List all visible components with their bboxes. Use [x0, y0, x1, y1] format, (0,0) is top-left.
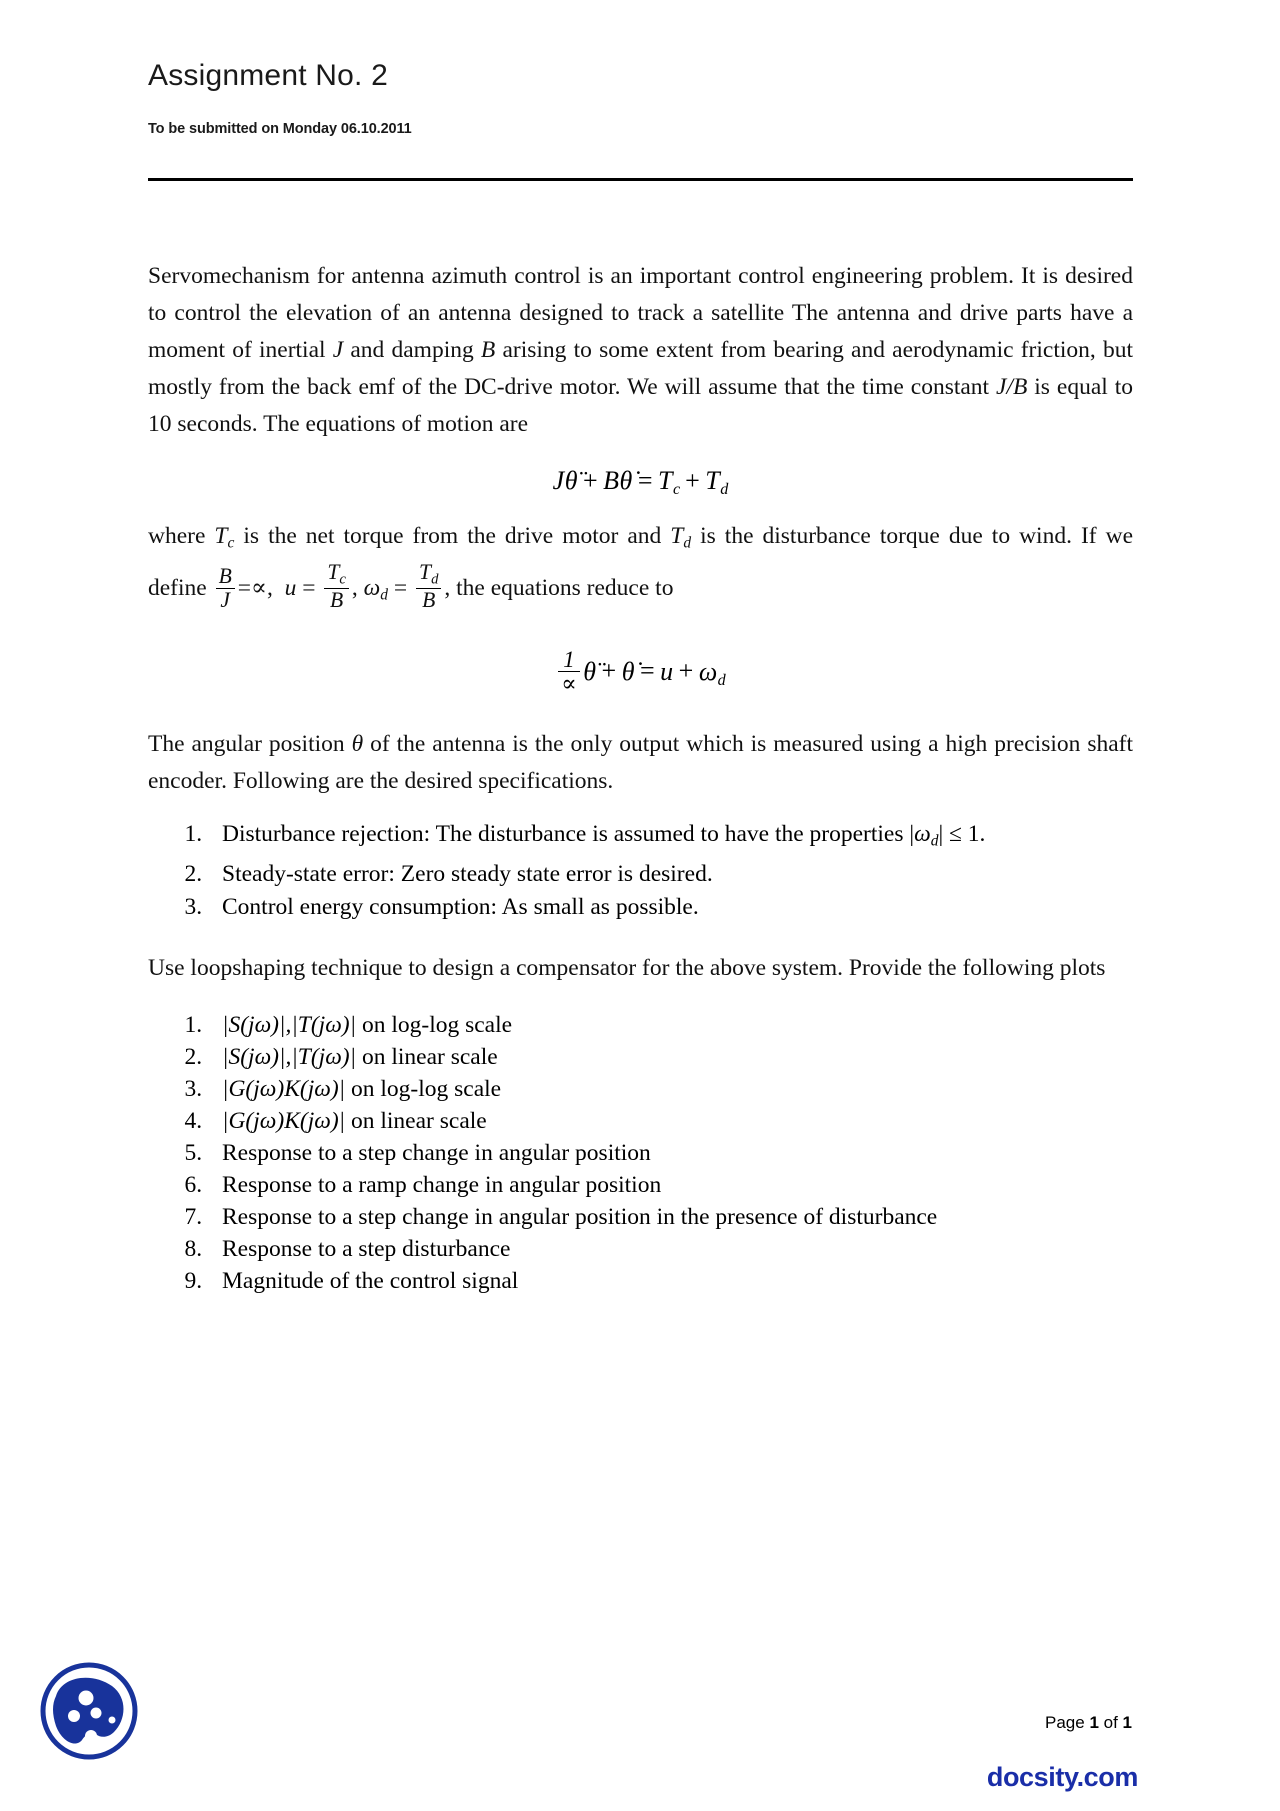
plot-2-math: |S(jω)|,|T(jω)|	[222, 1043, 357, 1070]
symbol-theta: θ	[351, 731, 364, 758]
page-title: Assignment No. 2	[148, 59, 388, 92]
output-text-2: of the antenna is the only output which is measured using a high precision shaft encoder. Following are the desired specifications.	[148, 731, 1133, 795]
fraction-1-over-alpha-numerator: 1	[563, 646, 576, 672]
def-equals-1: =	[302, 574, 316, 601]
spec-1-omega-sub: d	[930, 832, 939, 850]
list-item	[208, 1105, 1133, 1137]
plot-8-text: Response to a step disturbance	[222, 1235, 511, 1262]
header-divider	[148, 178, 1133, 181]
fraction-Tc-over-B-numerator: $T_c$	[327, 560, 346, 588]
eq1-Td: T	[705, 466, 721, 495]
fraction-1-over-alpha-denominator: ∝	[558, 671, 580, 696]
plot-5-text: Response to a step change in angular position	[222, 1139, 651, 1166]
symbol-Tc: T	[214, 522, 228, 549]
definitions-paragraph	[148, 518, 1133, 614]
eq1-J: J	[552, 466, 565, 495]
plot-9-text: Magnitude of the control signal	[222, 1267, 519, 1294]
fraction-B-over-J-denominator: J	[216, 588, 235, 611]
page-number-prefix: Page	[1045, 1713, 1090, 1732]
eq2-plus-2: +	[678, 656, 694, 686]
def-comma-1: ,	[351, 574, 358, 601]
fraction-Tc-over-B	[324, 561, 349, 611]
symbol-B: B	[480, 337, 496, 363]
symbol-Td-sub: d	[683, 534, 692, 552]
fraction-Tc-over-B-denominator: B	[324, 588, 349, 611]
spec-2-text: Steady-state error: Zero steady state error is desired.	[222, 860, 713, 887]
eq1-theta-dot: θ̇	[619, 466, 633, 495]
eq1-theta-ddot: θ̈	[564, 466, 578, 495]
def-text-1: where	[148, 522, 215, 549]
plot-3-math: |G(jω)K(jω)|	[222, 1075, 346, 1102]
plot-7-text: Response to a step change in angular position in the presence of disturbance	[222, 1203, 938, 1230]
page-number	[1045, 1713, 1132, 1733]
plot-3-text: on log-log scale	[345, 1075, 502, 1102]
intro-text-1: Servomechanism for antenna azimuth control is an important control engineering problem. It is desired to control the elevation of an antenna designed to track a satellite The antenna and drive parts have a moment of inertial	[148, 263, 1133, 363]
page-number-current: 1	[1089, 1713, 1099, 1732]
eq2-equals: =	[639, 656, 656, 686]
list-item	[208, 891, 1133, 924]
specifications-list	[148, 818, 1133, 924]
plot-1-math: |S(jω)|,|T(jω)|	[222, 1011, 357, 1038]
fraction-Td-over-B	[416, 561, 441, 611]
spec-1-abs-open: |	[909, 821, 915, 848]
list-item	[208, 818, 1133, 858]
eq1-equals: =	[637, 466, 653, 495]
equation-motion	[148, 465, 1133, 500]
plot-6-text: Response to a ramp change in angular position	[222, 1171, 662, 1198]
docsity-brand-link[interactable]: docsity.com	[986, 1762, 1138, 1792]
eq1-plus-1: +	[582, 466, 599, 495]
symbol-omega-d: ω	[363, 574, 381, 601]
symbol-Td: T	[670, 522, 684, 549]
equation-reduced	[148, 648, 1133, 697]
plot-2-text: on linear scale	[356, 1043, 498, 1070]
plot-4-text: on linear scale	[345, 1107, 487, 1134]
spec-1-abs-close: |	[938, 821, 944, 848]
loopshaping-paragraph: Use loopshaping technique to design a compensator for the above system. Provide the following plots	[148, 954, 1106, 981]
list-item	[208, 1009, 1133, 1041]
plot-4-math: |G(jω)K(jω)|	[222, 1107, 346, 1134]
fraction-Td-over-B-denominator: B	[416, 588, 441, 611]
list-item	[208, 1265, 1133, 1297]
eq1-B: B	[603, 466, 620, 495]
output-paragraph	[148, 726, 1133, 800]
eq2-omega-sub: d	[717, 671, 726, 689]
list-item	[208, 1137, 1133, 1169]
spec-1-relation: ≤ 1.	[943, 821, 986, 848]
eq1-Td-sub: d	[720, 481, 729, 499]
required-plots-list	[148, 1009, 1133, 1297]
eq1-plus-2: +	[685, 466, 701, 495]
eq2-plus: +	[601, 656, 617, 686]
eq2-u: u	[660, 656, 674, 686]
symbol-J: J	[332, 337, 344, 363]
eq2-theta-dot: θ̇	[621, 656, 635, 686]
def-text-4: , the equations reduce to	[444, 574, 674, 601]
def-equals-alpha: =∝,	[237, 574, 273, 601]
def-text-3: is the disturbance torque due to wind. If we define	[148, 522, 1133, 601]
document-body	[148, 258, 1133, 1297]
page-number-total: 1	[1122, 1713, 1132, 1732]
plot-1-text: on log-log scale	[356, 1011, 513, 1038]
fraction-B-over-J-numerator: B	[218, 564, 232, 589]
list-item	[208, 1041, 1133, 1073]
symbol-Tc-sub: c	[227, 534, 235, 552]
fraction-1-over-alpha	[558, 648, 580, 697]
intro-paragraph	[148, 258, 1133, 443]
def-equals-2: =	[393, 574, 408, 601]
fraction-B-over-J	[216, 565, 235, 611]
page-number-middle: of	[1098, 1713, 1123, 1732]
eq1-Tc-sub: c	[672, 481, 681, 499]
list-item	[208, 1073, 1133, 1105]
list-item	[208, 1169, 1133, 1201]
eq1-Tc: T	[658, 466, 673, 495]
list-item	[208, 1201, 1133, 1233]
list-item	[208, 1233, 1133, 1265]
symbol-omega-d-sub: d	[380, 586, 389, 604]
intro-text-2: and damping	[343, 337, 481, 363]
spec-3-text: Control energy consumption: As small as possible.	[222, 893, 699, 920]
spec-1-text: Disturbance rejection: The disturbance is assumed to have the properties	[222, 821, 910, 848]
eq2-theta-ddot: θ̈	[583, 656, 597, 686]
output-text-1: The angular position	[148, 731, 352, 758]
submission-note: To be submitted on Monday 06.10.2011	[148, 121, 412, 137]
spec-1-omega: ω	[914, 821, 931, 848]
eq2-omega: ω	[698, 656, 718, 686]
list-item	[208, 858, 1133, 891]
intro-text-3: arising to some extent from bearing and aerodynamic friction, but mostly from the back emf of the DC-drive motor. We will assume that the time constant	[148, 337, 1133, 400]
fraction-Td-over-B-numerator: $T_d$	[419, 560, 439, 588]
docsity-cookie-logo	[36, 1658, 142, 1764]
document-header	[148, 58, 1138, 137]
symbol-J-over-B: J/B	[996, 374, 1028, 400]
def-text-2: is the net torque from the drive motor and	[234, 522, 671, 549]
symbol-u: u	[284, 574, 297, 601]
intro-text-4: is equal to 10 seconds. The equations of motion are	[148, 374, 1133, 437]
